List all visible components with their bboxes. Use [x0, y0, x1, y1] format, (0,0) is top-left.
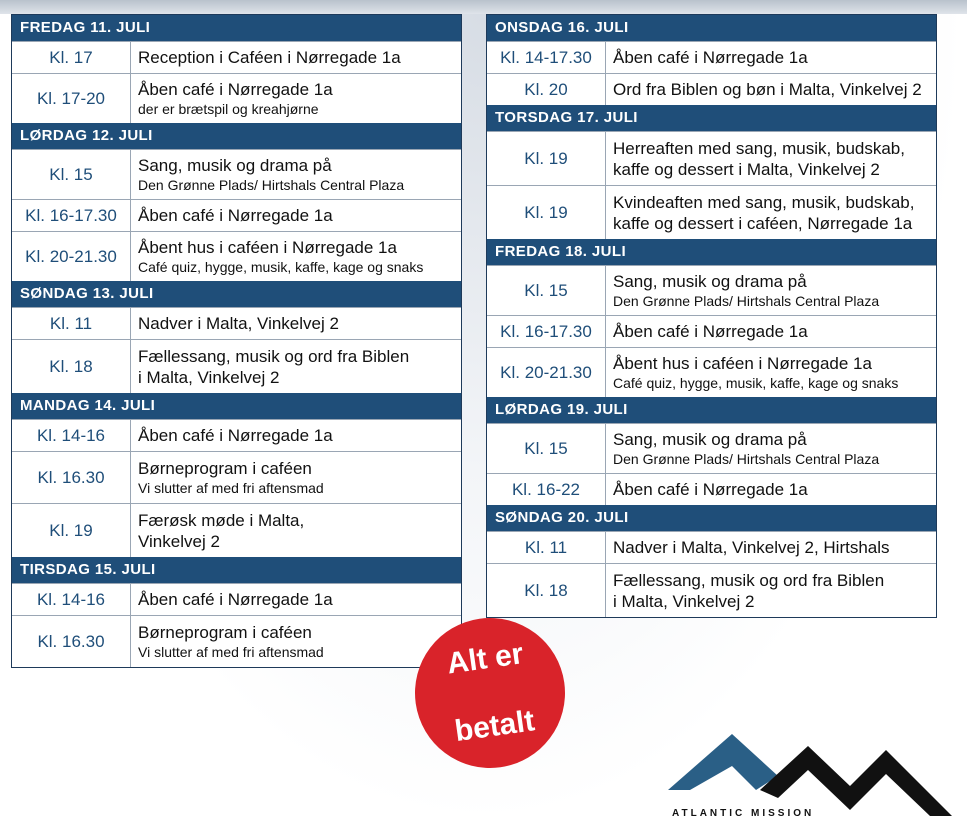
time-cell: Kl. 20	[487, 74, 606, 105]
day-block	[487, 15, 936, 105]
event-title: Kvindeaften med sang, musik, budskab, kaffe og dessert i caféen, Nørregade 1a	[613, 192, 915, 233]
time-cell: Kl. 16.30	[12, 452, 131, 503]
event-description	[606, 479, 808, 500]
time-cell: Kl. 16.30	[12, 616, 131, 667]
event-title: Sang, musik og drama på	[613, 430, 807, 449]
schedule-column-right	[486, 14, 937, 618]
schedule-row	[12, 451, 461, 503]
day-header: SØNDAG 20. JULI	[487, 505, 936, 531]
schedule-row	[487, 347, 936, 397]
schedule-row	[487, 73, 936, 105]
event-subtitle: Café quiz, hygge, musik, kaffe, kage og snaks	[138, 259, 424, 275]
time-cell: Kl. 15	[487, 424, 606, 473]
event-description	[131, 237, 423, 276]
time-cell: Kl. 14-16	[12, 420, 131, 451]
event-title: Åbent hus i caféen i Nørregade 1a	[138, 238, 397, 257]
event-description	[606, 192, 914, 234]
badge-line-1: Alt er	[444, 637, 526, 681]
schedule-row	[487, 315, 936, 347]
schedule-row	[12, 419, 461, 451]
time-cell: Kl. 11	[487, 532, 606, 563]
event-description	[606, 79, 922, 100]
event-title: Sang, musik og drama på	[613, 272, 807, 291]
schedule-row	[12, 41, 461, 73]
event-title: Herreaften med sang, musik, budskab, kaffe og dessert i Malta, Vinkelvej 2	[613, 138, 905, 179]
event-title: Nadver i Malta, Vinkelvej 2, Hirtshals	[613, 538, 890, 557]
schedule-row	[487, 265, 936, 315]
time-cell: Kl. 11	[12, 308, 131, 339]
event-title: Fællessang, musik og ord fra Biblen i Malta, Vinkelvej 2	[613, 570, 885, 611]
schedule-row	[12, 199, 461, 231]
time-cell: Kl. 16-17.30	[487, 316, 606, 347]
event-title: Sang, musik og drama på	[138, 156, 332, 175]
schedule-row	[487, 131, 936, 185]
event-title: Åben café i Nørregade 1a	[138, 206, 333, 225]
event-title: Åben café i Nørregade 1a	[613, 322, 808, 341]
event-title: Åbent hus i caféen i Nørregade 1a	[613, 354, 872, 373]
event-description	[131, 346, 409, 388]
schedule-row	[12, 231, 461, 281]
event-title: Åben café i Nørregade 1a	[138, 80, 333, 99]
event-title: Reception i Caféen i Nørregade 1a	[138, 48, 401, 67]
day-header: LØRDAG 19. JULI	[487, 397, 936, 423]
event-subtitle: Den Grønne Plads/ Hirtshals Central Plaza	[613, 451, 880, 467]
logo-wordmark: ATLANTIC MISSION	[672, 808, 815, 819]
day-header: FREDAG 18. JULI	[487, 239, 936, 265]
event-description	[131, 155, 404, 194]
day-block	[487, 105, 936, 239]
event-description	[131, 313, 339, 334]
event-description	[131, 425, 333, 446]
event-title: Børneprogram i caféen	[138, 623, 312, 642]
event-description	[606, 570, 884, 612]
event-description	[606, 47, 808, 68]
day-header: MANDAG 14. JULI	[12, 393, 461, 419]
event-description	[131, 205, 333, 226]
event-description	[606, 353, 898, 392]
event-description	[131, 510, 304, 552]
day-block	[12, 393, 461, 557]
event-description	[606, 537, 890, 558]
schedule-row	[12, 583, 461, 615]
schedule-row	[487, 531, 936, 563]
schedule-row	[487, 41, 936, 73]
event-subtitle: Café quiz, hygge, musik, kaffe, kage og snaks	[613, 375, 899, 391]
schedule-row	[12, 149, 461, 199]
time-cell: Kl. 20-21.30	[12, 232, 131, 281]
schedule-row	[12, 73, 461, 123]
event-subtitle: Vi slutter af med fri aftensmad	[138, 480, 324, 496]
time-cell: Kl. 15	[12, 150, 131, 199]
event-subtitle: Den Grønne Plads/ Hirtshals Central Plaza	[613, 293, 880, 309]
time-cell: Kl. 20-21.30	[487, 348, 606, 397]
time-cell: Kl. 19	[12, 504, 131, 557]
event-title: Åben café i Nørregade 1a	[613, 48, 808, 67]
event-title: Færøsk møde i Malta, Vinkelvej 2	[138, 510, 305, 551]
day-header: ONSDAG 16. JULI	[487, 15, 936, 41]
time-cell: Kl. 14-16	[12, 584, 131, 615]
event-title: Åben café i Nørregade 1a	[138, 426, 333, 445]
schedule-row	[487, 423, 936, 473]
event-subtitle: Den Grønne Plads/ Hirtshals Central Plaza	[138, 177, 405, 193]
day-header: TIRSDAG 15. JULI	[12, 557, 461, 583]
day-block	[12, 281, 461, 393]
day-block	[487, 505, 936, 617]
schedule-row	[12, 307, 461, 339]
time-cell: Kl. 16-22	[487, 474, 606, 505]
event-description	[131, 79, 333, 118]
event-title: Nadver i Malta, Vinkelvej 2	[138, 314, 339, 333]
schedule-row	[12, 339, 461, 393]
schedule-row	[12, 615, 461, 667]
time-cell: Kl. 14-17.30	[487, 42, 606, 73]
day-block	[12, 557, 461, 667]
day-header: FREDAG 11. JULI	[12, 15, 461, 41]
time-cell: Kl. 19	[487, 132, 606, 185]
header-photo-strip	[0, 0, 967, 14]
event-description	[131, 458, 324, 497]
day-block	[12, 123, 461, 281]
schedule-column-left	[11, 14, 462, 668]
event-description	[131, 47, 401, 68]
time-cell: Kl. 18	[12, 340, 131, 393]
day-block	[487, 239, 936, 397]
event-description	[606, 138, 905, 180]
event-description	[131, 589, 333, 610]
event-description	[606, 271, 879, 310]
schedule-row	[487, 563, 936, 617]
time-cell: Kl. 17-20	[12, 74, 131, 123]
event-title: Åben café i Nørregade 1a	[138, 590, 333, 609]
time-cell: Kl. 16-17.30	[12, 200, 131, 231]
day-block	[12, 15, 461, 123]
day-header: SØNDAG 13. JULI	[12, 281, 461, 307]
event-title: Ord fra Biblen og bøn i Malta, Vinkelvej 2	[613, 80, 922, 99]
time-cell: Kl. 17	[12, 42, 131, 73]
badge-line-2: betalt	[452, 704, 537, 749]
event-title: Fællessang, musik og ord fra Biblen i Malta, Vinkelvej 2	[138, 346, 410, 387]
day-block	[487, 397, 936, 505]
time-cell: Kl. 18	[487, 564, 606, 617]
event-subtitle: der er brætspil og kreahjørne	[138, 101, 319, 117]
event-subtitle: Vi slutter af med fri aftensmad	[138, 644, 324, 660]
schedule-row	[487, 185, 936, 239]
event-title: Åben café i Nørregade 1a	[613, 480, 808, 499]
day-header: LØRDAG 12. JULI	[12, 123, 461, 149]
event-description	[131, 622, 324, 661]
time-cell: Kl. 15	[487, 266, 606, 315]
schedule-row	[12, 503, 461, 557]
day-header: TORSDAG 17. JULI	[487, 105, 936, 131]
event-description	[606, 321, 808, 342]
event-description	[606, 429, 879, 468]
event-title: Børneprogram i caféen	[138, 459, 312, 478]
time-cell: Kl. 19	[487, 186, 606, 239]
schedule-row	[487, 473, 936, 505]
